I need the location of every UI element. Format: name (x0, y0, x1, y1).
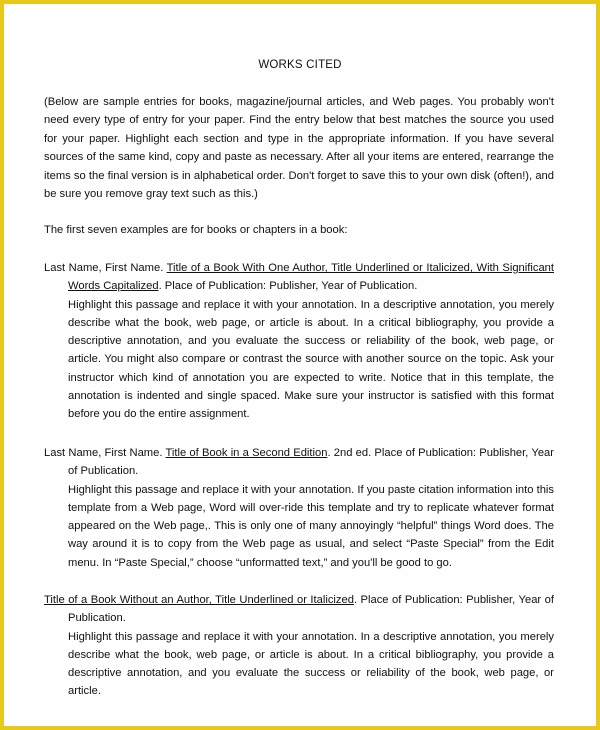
citation-title: Title of a Book With One Author, Title Underlined or Italicized, With Significant Words Capitalized (68, 262, 555, 293)
citation-entry (44, 591, 554, 701)
citation-line (44, 591, 554, 628)
citation-publication: . Place of Publication: Publisher, Year of Publication. (158, 280, 418, 293)
annotation-text: Highlight this passage and replace it with your annotation. In a descriptive annotation, you merely describe what the book, web page, or article is about. In a critical bibliography, you provide a descriptive annotation, and you evaluate the success or reliability of the book, web page, or article. You might also compare or contrast the source with another source on the topic. Ask your instructor which kind of annotation you are expected to write. Notice that in this template, the annotation is indented and single spaced. Make sure your instructor is satisfied with this format before you do the entire assignment. (68, 298, 554, 421)
citation-entry (44, 259, 554, 424)
citation-line (44, 444, 554, 481)
page-title: WORKS CITED (258, 59, 342, 71)
citation-title: Title of Book in a Second Edition (165, 447, 328, 459)
annotation-text: Highlight this passage and replace it with your annotation. If you paste citation information into this template from a Web page, Word will over-ride this template and try to replicate whatever format appeared on the Web page,. This is only one of many annoyingly “helpful” things Word does. The way around it is to copy from the Web page as usual, and select “Paste Special” from the Edit menu. In “Paste Special,” choose “unformatted text,” and you'll be good to go. (68, 483, 554, 569)
document-page (4, 4, 596, 726)
section-note: The first seven examples are for books or chapters in a book: (44, 224, 348, 236)
citation-publication: . 2nd ed. Place of Publication: Publisher, Year of Publication. (68, 447, 554, 478)
annotation-text: Highlight this passage and replace it with your annotation. In a descriptive annotation, you merely describe what the book, web page, or article is about. In a critical bibliography, you provide a descriptive annotation, and you evaluate the success or reliability of the book, web page, or article. (68, 630, 554, 698)
citation-line (44, 259, 554, 296)
citation-author: Last Name, First Name. (44, 262, 167, 274)
citation-author: Last Name, First Name. (44, 447, 166, 459)
citation-entry (44, 444, 554, 572)
intro-paragraph: (Below are sample entries for books, magazine/journal articles, and Web pages. You probably won't need every type of entry for your paper. Find the entry below that best matches the source you used for your paper. Highlight each section and type in the appropriate information. If you have several sources of the same kind, copy and paste as necessary. After all your items are entered, rearrange the items so the final version is in alphabetical order. Don't forget to save this to your own disk (often!), and be sure you remove gray text such as this.) (44, 96, 554, 201)
citation-title: Title of a Book Without an Author, Title Underlined or Italicized (44, 594, 354, 606)
citation-publication: . Place of Publication: Publisher, Year of Publication. (68, 594, 554, 625)
